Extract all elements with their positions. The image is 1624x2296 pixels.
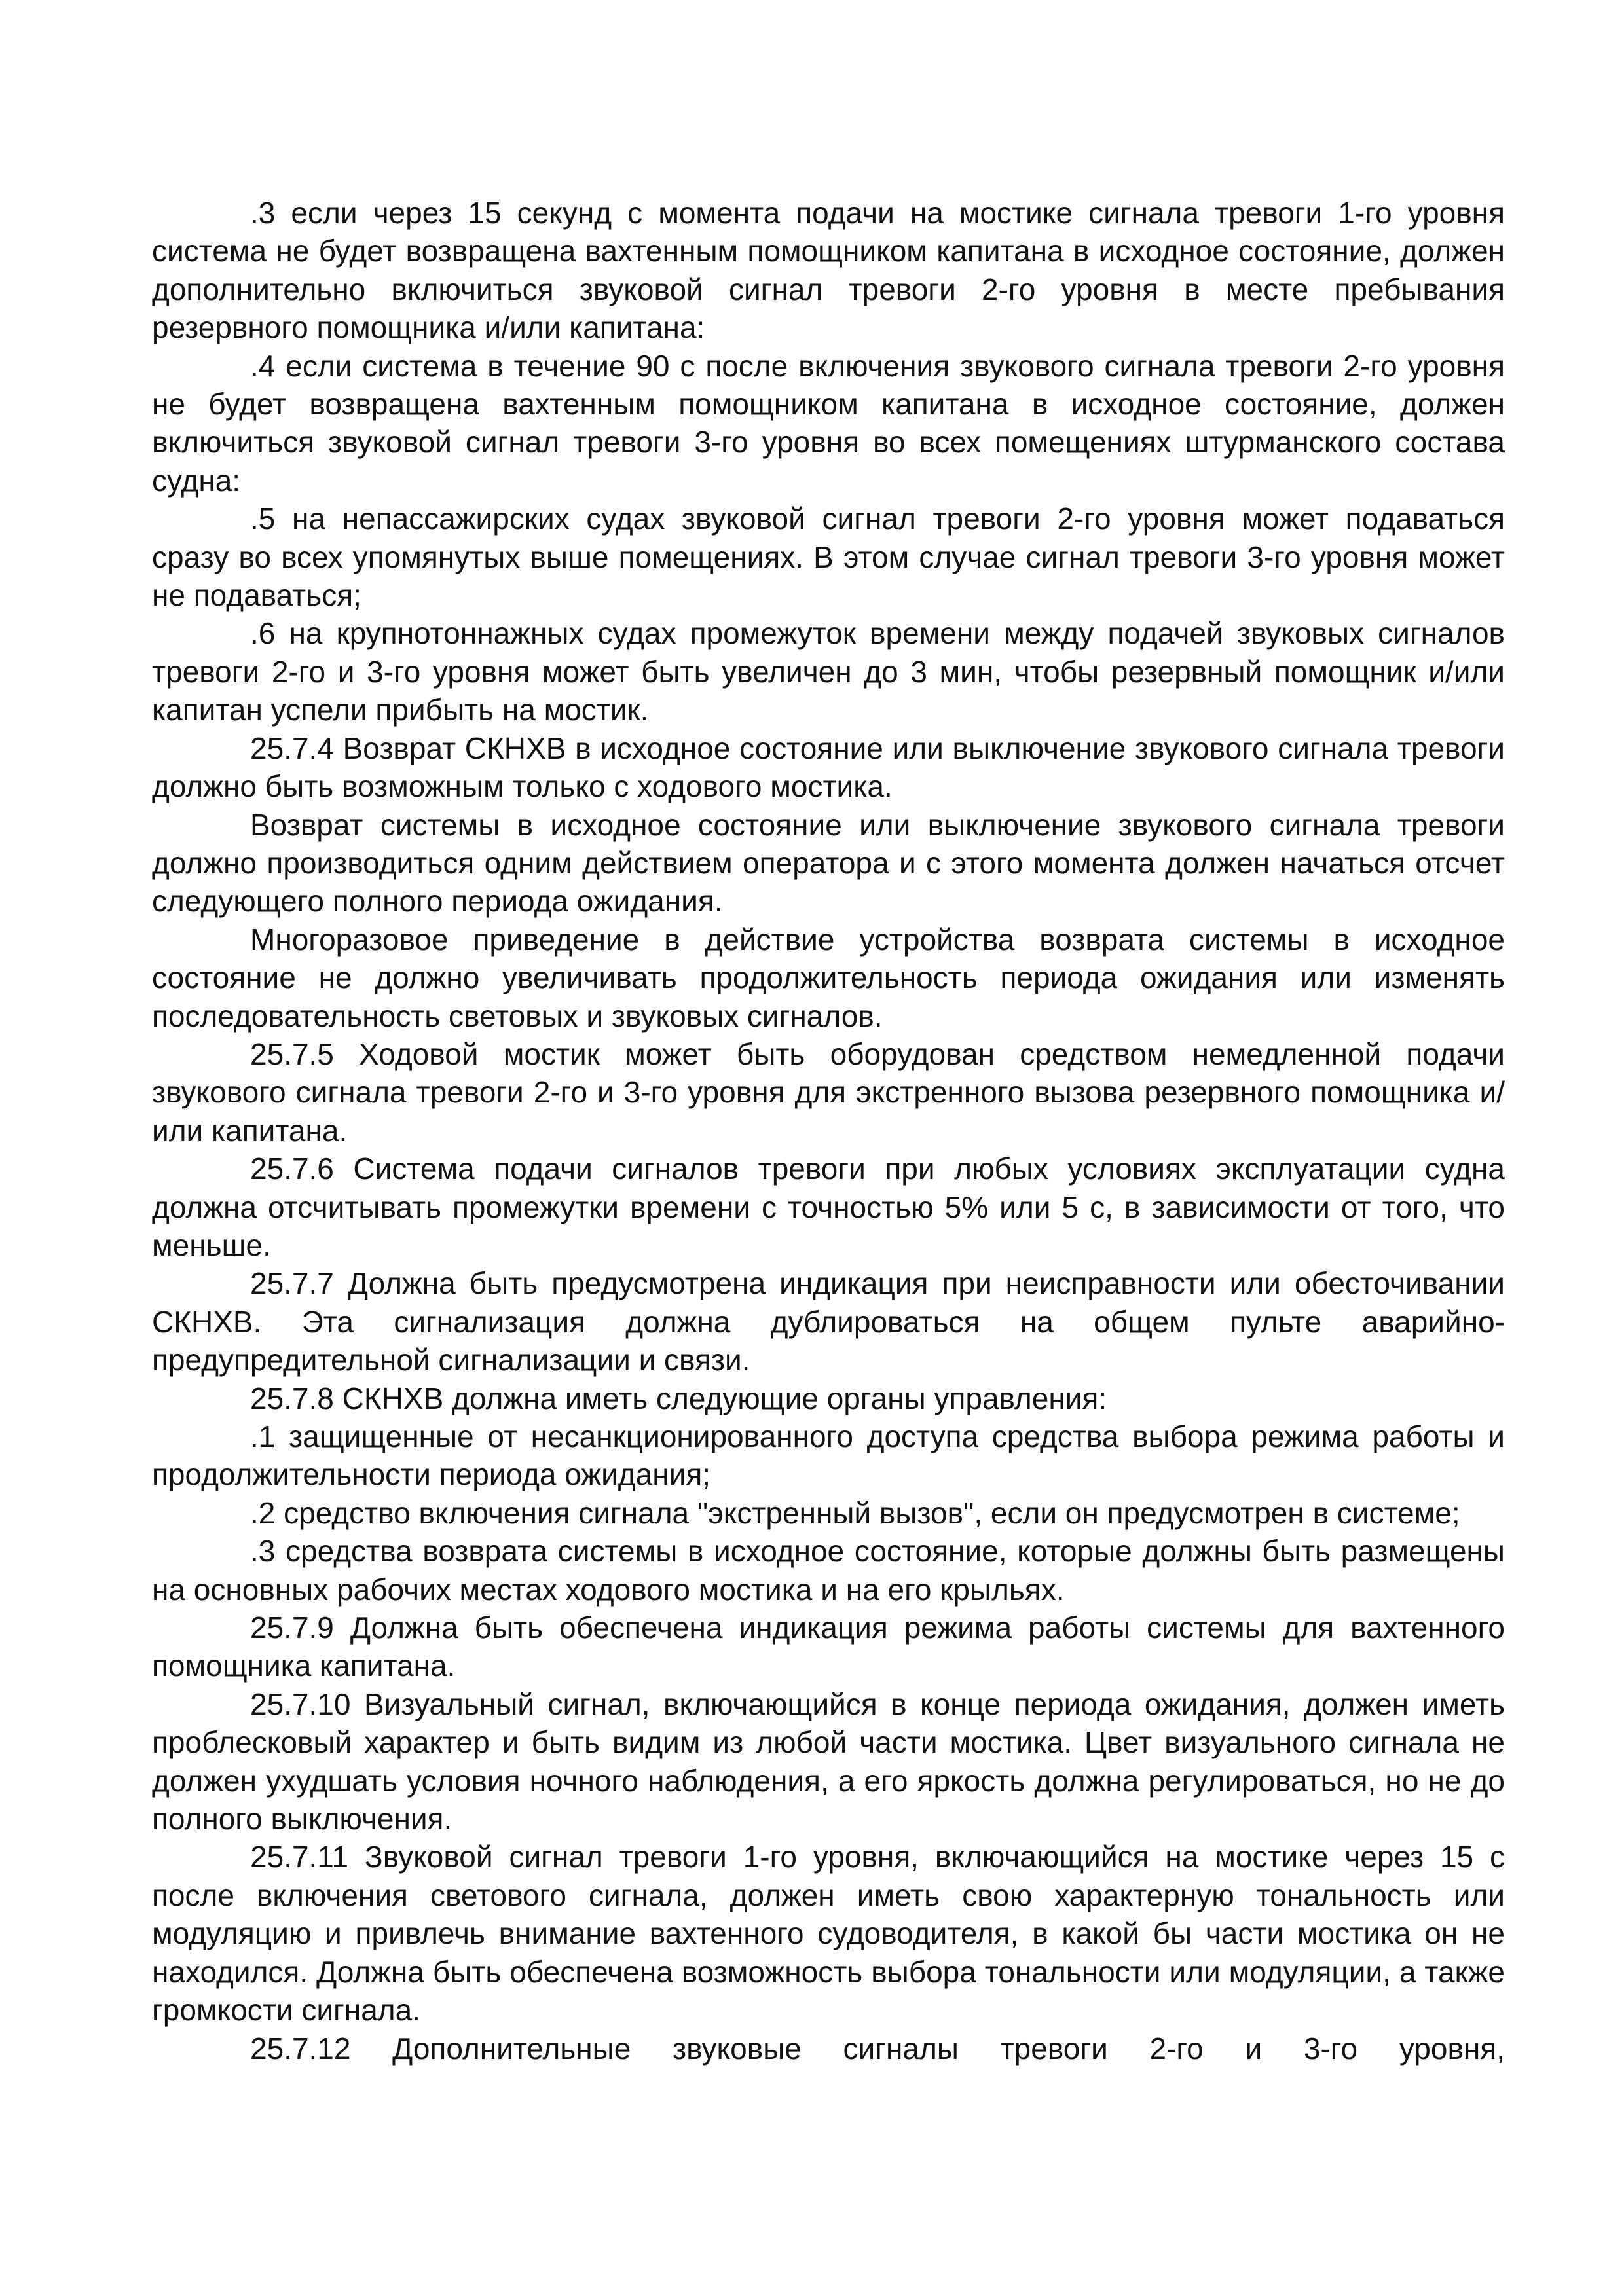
paragraph-controls-item-3: .3 средства возврата системы в исходное состояние, которые должны быть размещены на основных рабочих местах ходового мостика и на его крыльях.: [152, 1534, 1505, 1607]
paragraph-controls-item-1: .1 защищенные от несанкционированного доступа средства выбора режима работы и продолжительности периода ожидания;: [152, 1419, 1505, 1492]
paragraph-25-7-10: 25.7.10 Визуальный сигнал, включающийся в конце периода ожидания, должен иметь проблесковый характер и быть видим из любой части мостика. Цвет визуального сигнала не должен ухудшать условия ночного наблюдения, а его яркость должна регулироваться, но не до полного выключения.: [152, 1686, 1505, 1836]
paragraph-multiple-reset: Многоразовое приведение в действие устройства возврата системы в исходное состояние не должно увеличивать продолжительность периода ожидания или изменять последовательность световых и звуковых сигналов.: [152, 922, 1505, 1033]
paragraph-3-alarm-level-2: .3 если через 15 секунд с момента подачи на мостике сигнала тревоги 1-го уровня система не будет возвращена вахтенным помощником капитана в исходное состояние, должен дополнительно включиться звуковой сигнал тревоги 2-го уровня в месте пребывания резервного помощника и/или капитана:: [152, 196, 1505, 345]
paragraph-5-non-passenger-ships: .5 на непассажирских судах звуковой сигнал тревоги 2-го уровня может подаваться сразу во всех упомянутых выше помещениях. В этом случае сигнал тревоги 3-го уровня может не подаваться;: [152, 501, 1505, 613]
paragraph-25-7-7: 25.7.7 Должна быть предусмотрена индикация при неисправности или обесточивании СКНХВ. Эта сигнализация должна дублироваться на общем пульте аварийно-предупредительной сигнализации и связи.: [152, 1266, 1505, 1377]
paragraph-25-7-4: 25.7.4 Возврат СКНХВ в исходное состояние или выключение звукового сигнала тревоги должно быть возможным только с ходового мостика.: [152, 731, 1505, 804]
paragraph-reset-single-action: Возврат системы в исходное состояние или выключение звукового сигнала тревоги должно производиться одним действием оператора и с этого момента должен начаться отсчет следующего полного периода ожидания.: [152, 807, 1505, 919]
paragraph-25-7-5: 25.7.5 Ходовой мостик может быть оборудован средством немедленной подачи звукового сигнала тревоги 2-го и 3-го уровня для экстренного вызова резервного помощника и/или капитана.: [152, 1036, 1505, 1148]
paragraph-25-7-9: 25.7.9 Должна быть обеспечена индикация режима работы системы для вахтенного помощника капитана.: [152, 1611, 1505, 1683]
document-body: [152, 194, 1505, 2068]
paragraph-controls-item-2: .2 средство включения сигнала "экстренный вызов", если он предусмотрен в системе;: [250, 1495, 1460, 1530]
paragraph-6-large-tonnage-ships: .6 на крупнотоннажных судах промежуток времени между подачей звуковых сигналов тревоги 2-го и 3-го уровня может быть увеличен до 3 мин, чтобы резервный помощник и/или капитан успели прибыть на мостик.: [152, 616, 1505, 727]
paragraph-25-7-11: 25.7.11 Звуковой сигнал тревоги 1-го уровня, включающийся на мостике через 15 с после включения светового сигнала, должен иметь свою характерную тональность или модуляцию и привлечь внимание вахтенного судоводителя, в какой бы части мостика он не находился. Должна быть обеспечена возможность выбора тональности или модуляции, а также громкости сигнала.: [152, 1840, 1505, 2028]
paragraph-4-alarm-level-3: .4 если система в течение 90 с после включения звукового сигнала тревоги 2-го уровня не будет возвращена вахтенным помощником капитана в исходное состояние, должен включиться звуковой сигнал тревоги 3-го уровня во всех помещениях штурманского состава судна:: [152, 348, 1505, 498]
paragraph-25-7-12: 25.7.12 Дополнительные звуковые сигналы тревоги 2-го и 3-го уровня,: [250, 2031, 1505, 2066]
paragraph-25-7-8: 25.7.8 СКНХВ должна иметь следующие органы управления:: [250, 1381, 1107, 1415]
paragraph-25-7-6: 25.7.6 Система подачи сигналов тревоги при любых условиях эксплуатации судна должна отсчитывать промежутки времени с точностью 5% или 5 с, в зависимости от того, что меньше.: [152, 1152, 1505, 1262]
